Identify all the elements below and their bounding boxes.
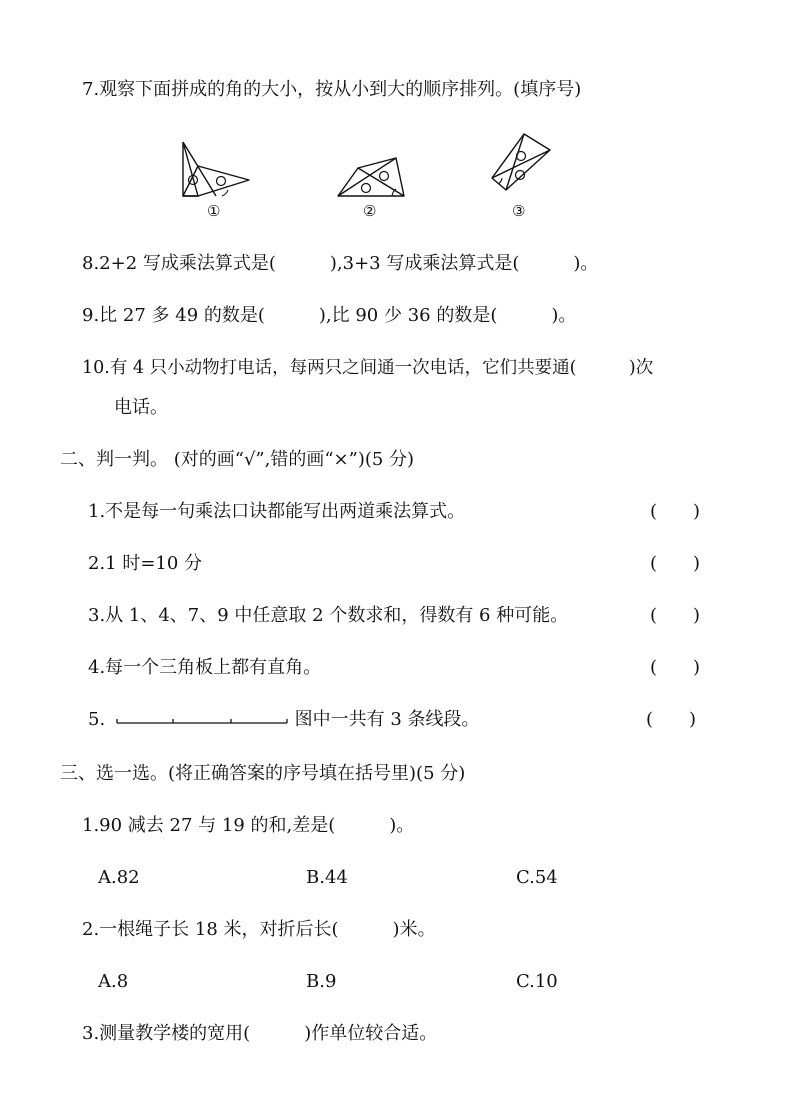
choice-question-2: 2.一根绳子长 18 米，对折后长( )米。 [82, 919, 436, 940]
q2-option-a[interactable]: A.8 [98, 971, 129, 992]
question-7: 7.观察下面拼成的角的大小，按从小到大的顺序排列。(填序号) [82, 79, 582, 100]
choice-question-3: 3.测量教学楼的宽用( )作单位较合适。 [82, 1023, 438, 1044]
judge-answer-4[interactable]: ( ) [650, 657, 701, 678]
line-segment-figure [111, 712, 289, 728]
figure-label-3: ③ [512, 202, 526, 220]
question-10-line-2: 电话。 [114, 397, 168, 418]
judge-item-5-text: 图中一共有 3 条线段。 [294, 709, 480, 730]
judge-answer-5[interactable]: ( ) [646, 709, 697, 730]
figure-label-2: ② [363, 202, 377, 220]
judge-answer-2[interactable]: ( ) [650, 553, 701, 574]
judge-item-4: 4.每一个三角板上都有直角。 [88, 657, 322, 678]
q1-option-c[interactable]: C.54 [516, 867, 558, 888]
judge-item-1: 1.不是每一句乘法口诀都能写出两道乘法算式。 [88, 501, 466, 522]
judge-answer-1[interactable]: ( ) [650, 501, 701, 522]
judge-item-2: 2.1 时=10 分 [88, 553, 203, 574]
judge-item-5 [88, 708, 480, 732]
question-10-line-1: 10.有 4 只小动物打电话，每两只之间通一次电话，它们共要通( )次 [82, 358, 654, 378]
q2-option-b[interactable]: B.9 [306, 971, 337, 992]
question-9: 9.比 27 多 49 的数是( ),比 90 少 36 的数是( )。 [82, 305, 577, 326]
judge-item-3: 3.从 1、4、7、9 中任意取 2 个数求和，得数有 6 种可能。 [88, 605, 569, 626]
judge-item-5-prefix: 5. [88, 709, 106, 730]
figure-label-1: ① [207, 202, 221, 220]
judge-answer-3[interactable]: ( ) [650, 605, 701, 626]
q1-option-b[interactable]: B.44 [306, 867, 348, 888]
choice-question-1: 1.90 减去 27 与 19 的和,差是( )。 [82, 815, 415, 836]
question-8: 8.2+2 写成乘法算式是( ),3+3 写成乘法算式是( )。 [82, 253, 599, 274]
section-3-title: 三、选一选。(将正确答案的序号填在括号里)(5 分) [60, 763, 466, 784]
section-2-title: 二、判一判。 (对的画“√”,错的画“×”)(5 分) [60, 449, 415, 470]
angle-figure-1 [176, 138, 256, 200]
angle-figure-3 [488, 130, 554, 200]
angle-figure-2 [334, 154, 410, 200]
q2-option-c[interactable]: C.10 [516, 971, 558, 992]
q1-option-a[interactable]: A.82 [98, 867, 140, 888]
